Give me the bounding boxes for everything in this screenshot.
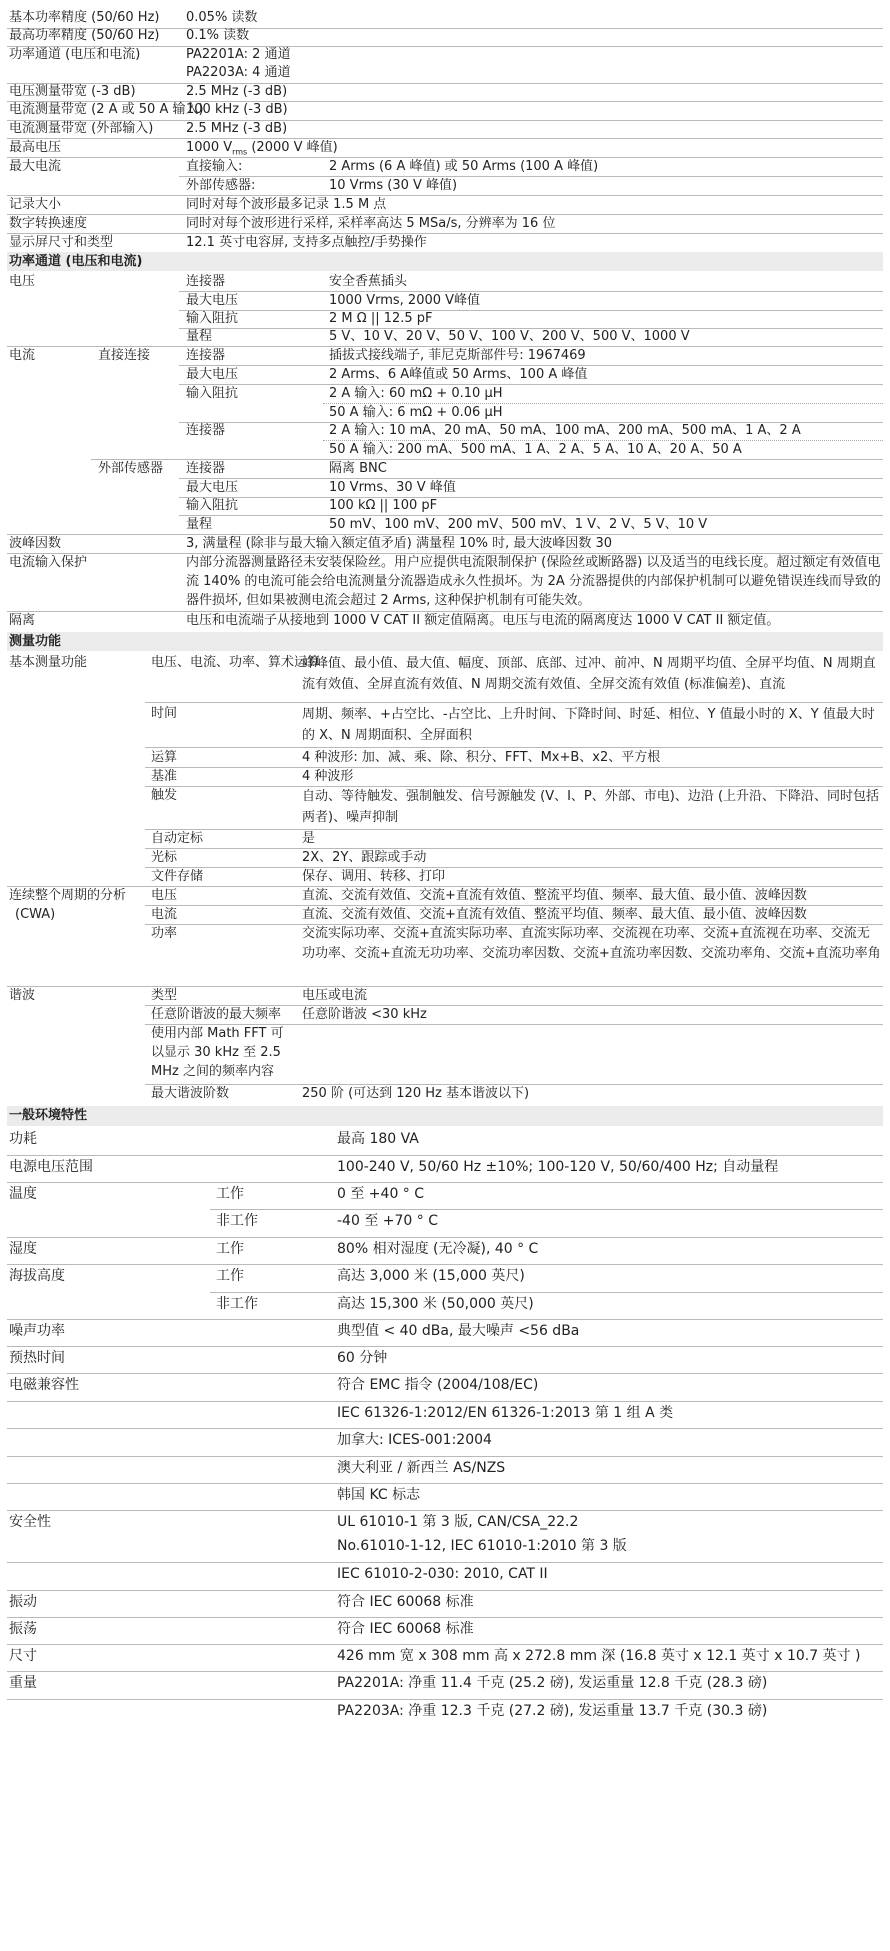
subgroup-label-direct: 直接连接 (98, 348, 151, 363)
row-value: 80% 相对湿度 (无冷凝), 40 ° C (337, 1241, 539, 1257)
row-value: 0 至 +40 ° C (337, 1186, 425, 1202)
row-label: 数字转换速度 (9, 216, 88, 231)
row-key: 非工作 (216, 1213, 258, 1229)
row-value: 高达 3,000 米 (15,000 英尺) (337, 1268, 525, 1284)
row-value: 0.1% 读数 (186, 28, 250, 43)
row-value: 50 mV、100 mV、200 mV、500 mV、1 V、2 V、5 V、10 V (329, 517, 708, 532)
row-value: 3, 满量程 (除非与最大输入额定值矛盾) 满量程 10% 时, 最大波峰因数 30 (186, 536, 613, 551)
row-key: 外部传感器: (186, 178, 256, 193)
group-label-cwa-abbr: (CWA) (15, 907, 56, 922)
row-value: 符合 IEC 60068 标准 (337, 1594, 474, 1610)
row-value: PA2203A: 4 通道 (186, 65, 291, 80)
row-value: PA2201A: 净重 11.4 千克 (25.2 磅), 发运重量 12.8 千克 (28.3 磅) (337, 1675, 768, 1691)
row-value: 100 kHz (-3 dB) (186, 102, 288, 117)
row-key: 电压 (151, 888, 178, 903)
row-value: 典型值 < 40 dBa, 最大噪声 <56 dBa (337, 1323, 580, 1339)
row-key: 输入阻抗 (186, 311, 239, 326)
row-value: IEC 61326-1:2012/EN 61326-1:2013 第 1 组 A 类 (337, 1405, 674, 1421)
row-value: 250 阶 (可达到 120 Hz 基本谐波以下) (302, 1086, 530, 1101)
row-key: 连接器 (186, 461, 226, 476)
row-label: 隔离 (9, 613, 36, 628)
row-value: 加拿大: ICES-001:2004 (337, 1432, 492, 1448)
row-value: 直流、交流有效值、交流+直流有效值、整流平均值、频率、最大值、最小值、波峰因数 (302, 907, 807, 922)
row-label: 电源电压范围 (9, 1159, 93, 1175)
row-value: 60 分钟 (337, 1350, 388, 1366)
row-value: 2X、2Y、跟踪或手动 (302, 850, 427, 865)
row-label: 基本功率精度 (50/60 Hz) (9, 10, 160, 25)
row-key: 时间 (151, 706, 178, 721)
row-value: 电压和电流端子从接地到 1000 V CAT II 额定值隔离。电压与电流的隔离度达 1000 V CAT II 额定值。 (186, 613, 780, 628)
row-label: 记录大小 (9, 197, 62, 212)
row-value: 保存、调用、转移、打印 (302, 869, 446, 884)
row-value: 自动、等待触发、强制触发、信号源触发 (V、I、P、外部、市电)、边沿 (上升沿、下降沿、同时包括两者)、噪声抑制 (302, 789, 880, 825)
row-label: 电流测量带宽 (外部输入) (9, 121, 154, 136)
row-key: 运算 (151, 750, 178, 765)
group-label-current: 电流 (9, 348, 36, 363)
row-key: 连接器 (186, 274, 226, 289)
row-value: 高达 15,300 米 (50,000 英尺) (337, 1296, 534, 1312)
section-header-meas (7, 632, 883, 651)
row-key: 自动定标 (151, 831, 204, 846)
row-label: 显示屏尺寸和类型 (9, 235, 114, 250)
row-value: 2 A 输入: 10 mA、20 mA、50 mA、100 mA、200 mA、500 mA、1 A、2 A (329, 423, 801, 438)
row-value: 交流实际功率、交流+直流实际功率、直流实际功率、交流视在功率、交流+直流视在功率、交流无功功率、交流+直流无功功率、交流功率因数、交流+直流功率因数、交流功率角、交流+直流功率角 (302, 926, 881, 961)
row-value: 100 kΩ || 100 pF (329, 498, 438, 513)
row-key: 最大电压 (186, 367, 239, 382)
row-key: 量程 (186, 329, 213, 344)
row-key: 触发 (151, 788, 178, 803)
row-key: 工作 (216, 1241, 244, 1257)
row-label: 湿度 (9, 1241, 37, 1257)
row-value: 任意阶谐波 <30 kHz (302, 1007, 427, 1022)
row-value: 直流、交流有效值、交流+直流有效值、整流平均值、频率、最大值、最小值、波峰因数 (302, 888, 807, 903)
row-value: 峰峰值、最小值、最大值、幅度、顶部、底部、过冲、前冲、N 周期平均值、全屏平均值、N 周期直流有效值、全屏直流有效值、N 周期交流有效值、全屏交流有效值 (标准偏差)、直流 (302, 656, 876, 692)
row-label: 噪声功率 (9, 1323, 65, 1339)
row-label: 电流测量带宽 (2 A 或 50 A 输入) (9, 102, 204, 117)
row-value: IEC 61010-2-030: 2010, CAT II (337, 1566, 548, 1582)
row-value: 周期、频率、+占空比、-占空比、上升时间、下降时间、时延、相位、Y 值最小时的 X、Y 值最大时的 X、N 周期面积、全屏面积 (302, 707, 875, 743)
row-key: 任意阶谐波的最大频率 (151, 1007, 282, 1022)
row-label: 电流输入保护 (9, 555, 88, 570)
row-key: 最大谐波阶数 (151, 1086, 230, 1101)
section-title: 功率通道 (电压和电流) (9, 254, 143, 269)
row-value: 50 A 输入: 6 mΩ + 0.06 µH (329, 405, 503, 420)
row-label: 最高电压 (9, 140, 62, 155)
row-key: 基准 (151, 769, 178, 784)
row-key: 功率 (151, 926, 178, 941)
row-key: 量程 (186, 517, 213, 532)
row-key: 光标 (151, 850, 178, 865)
row-value: 2 Arms (6 A 峰值) 或 50 Arms (100 A 峰值) (329, 159, 599, 174)
section-title: 一般环境特性 (9, 1108, 88, 1123)
row-value: 澳大利亚 / 新西兰 AS/NZS (337, 1460, 506, 1476)
group-label-basic: 基本测量功能 (9, 655, 88, 670)
row-value: 隔离 BNC (329, 461, 387, 476)
row-key: 使用内部 Math FFT 可以显示 30 kHz 至 2.5 MHz 之间的频率内容 (151, 1026, 284, 1079)
group-label-cwa: 连续整个周期的分析 (9, 888, 127, 903)
row-key: 工作 (216, 1268, 244, 1284)
row-value: 符合 IEC 60068 标准 (337, 1621, 474, 1637)
row-value: 韩国 KC 标志 (337, 1487, 421, 1503)
row-value: 2 M Ω || 12.5 pF (329, 311, 433, 326)
row-key: 输入阻抗 (186, 386, 239, 401)
row-value: 同时对每个波形最多记录 1.5 M 点 (186, 197, 387, 212)
row-value: 10 Vrms (30 V 峰值) (329, 178, 458, 193)
row-key: 类型 (151, 988, 178, 1003)
row-key: 电压、电流、功率、算术运算 (151, 655, 321, 670)
row-label: 温度 (9, 1186, 37, 1202)
row-label: 电磁兼容性 (9, 1377, 79, 1393)
row-value: 符合 EMC 指令 (2004/108/EC) (337, 1377, 539, 1393)
section-title: 测量功能 (9, 634, 62, 649)
row-value: 12.1 英寸电容屏, 支持多点触控/手势操作 (186, 235, 427, 250)
row-value: 内部分流器测量路径未安装保险丝。用户应提供电流限制保护 (保险丝或断路器) 以及适当的电线长度。超过额定有效值电流 140% 的电流可能会给电流测量分流器造成永久性损坏。为 2A 分流器提供的内部保护机制可以避免错误连线而导致的器件损坏, 但如果被测电流会超过 2 Arms, 这种保护机制有可能失效。 (186, 555, 881, 608)
row-value: -40 至 +70 ° C (337, 1213, 438, 1229)
row-label: 振动 (9, 1594, 37, 1610)
row-label: 电压测量带宽 (-3 dB) (9, 84, 136, 99)
row-value: 1000 Vrms, 2000 V峰值 (329, 293, 481, 308)
row-value: 2.5 MHz (-3 dB) (186, 121, 288, 136)
row-value: 2.5 MHz (-3 dB) (186, 84, 288, 99)
row-value: 4 种波形 (302, 769, 354, 784)
row-value: 50 A 输入: 200 mA、500 mA、1 A、2 A、5 A、10 A、20 A、50 A (329, 442, 742, 457)
row-value: 4 种波形: 加、减、乘、除、积分、FFT、Mx+B、x2、平方根 (302, 750, 661, 765)
row-key: 输入阻抗 (186, 498, 239, 513)
row-value: 电压或电流 (302, 988, 368, 1003)
row-value: 2 A 输入: 60 mΩ + 0.10 µH (329, 386, 503, 401)
row-key: 文件存储 (151, 869, 204, 884)
row-value: 5 V、10 V、20 V、50 V、100 V、200 V、500 V、1000 V (329, 329, 690, 344)
row-value: 0.05% 读数 (186, 10, 258, 25)
row-value: 是 (302, 831, 316, 846)
row-key: 工作 (216, 1186, 244, 1202)
row-value: 2 Arms、6 A峰值或 50 Arms、100 A 峰值 (329, 367, 588, 382)
row-value: 同时对每个波形进行采样, 采样率高达 5 MSa/s, 分辨率为 16 位 (186, 216, 556, 231)
row-label: 安全性 (9, 1514, 51, 1530)
row-value: 安全香蕉插头 (329, 274, 408, 289)
row-label: 波峰因数 (9, 536, 62, 551)
row-value: 10 Vrms、30 V 峰值 (329, 480, 456, 495)
row-key: 连接器 (186, 423, 226, 438)
row-value: PA2203A: 净重 12.3 千克 (27.2 磅), 发运重量 13.7 千克 (30.3 磅) (337, 1703, 768, 1719)
row-key: 直接输入: (186, 159, 243, 174)
row-value: 100-240 V, 50/60 Hz ±10%; 100-120 V, 50/60/400 Hz; 自动量程 (337, 1159, 779, 1175)
row-value: PA2201A: 2 通道 (186, 47, 291, 62)
group-label-voltage: 电压 (9, 274, 36, 289)
row-value: UL 61010-1 第 3 版, CAN/CSA_22.2 (337, 1514, 579, 1530)
row-label: 振荡 (9, 1621, 37, 1637)
row-label: 最大电流 (9, 159, 62, 174)
row-label: 重量 (9, 1675, 37, 1691)
row-label: 最高功率精度 (50/60 Hz) (9, 28, 160, 43)
row-label: 尺寸 (9, 1648, 37, 1664)
row-key: 电流 (151, 907, 178, 922)
group-label-harm: 谐波 (9, 988, 36, 1003)
row-key: 最大电压 (186, 480, 239, 495)
row-label: 功率通道 (电压和电流) (9, 47, 141, 62)
row-key: 连接器 (186, 348, 226, 363)
row-label: 海拔高度 (9, 1268, 65, 1284)
row-label: 预热时间 (9, 1350, 65, 1366)
section-header-env (7, 1106, 883, 1126)
row-value: No.61010-1-12, IEC 61010-1:2010 第 3 版 (337, 1538, 627, 1554)
row-value: 插拔式接线端子, 菲尼克斯部件号: 1967469 (329, 348, 586, 363)
row-key: 非工作 (216, 1296, 258, 1312)
row-value: 最高 180 VA (337, 1131, 419, 1147)
row-label: 功耗 (9, 1131, 37, 1147)
row-value: 1000 $V_{rms}$ (2000 V 峰值) (186, 140, 338, 157)
row-value: 426 mm 宽 x 308 mm 高 x 272.8 mm 深 (16.8 英寸 x 12.1 英寸 x 10.7 英寸 ) (337, 1648, 861, 1664)
row-key: 最大电压 (186, 293, 239, 308)
subgroup-label-ext: 外部传感器 (98, 461, 164, 476)
